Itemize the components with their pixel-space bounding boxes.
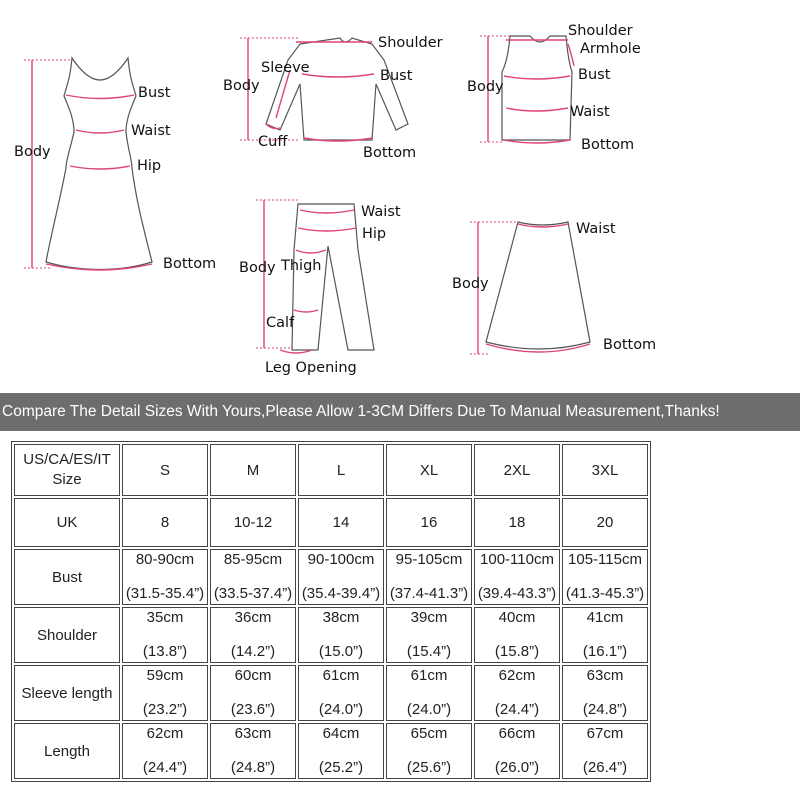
inch-value: (26.4”) (582, 759, 628, 776)
uk-size-cell: 20 (562, 498, 648, 547)
cm-value: 40cm (498, 609, 536, 626)
size-region-line1: US/CA/ES/IT (23, 451, 111, 468)
inch-value: (13.8”) (142, 643, 188, 660)
pants-leg-opening-label: Leg Opening (265, 360, 357, 376)
measurement-cell (474, 607, 560, 663)
top-diagram (223, 35, 443, 161)
top-sleeve-label: Sleeve (261, 60, 310, 76)
top-shoulder-label: Shoulder (378, 35, 443, 51)
table-row (14, 549, 648, 605)
cm-value: 63cm (234, 725, 272, 742)
inch-value: (25.6”) (406, 759, 452, 776)
cm-value: 36cm (234, 609, 272, 626)
inch-value: (33.5-37.4”) (213, 585, 293, 602)
cm-value: 65cm (410, 725, 448, 742)
vest-bust-label: Bust (578, 67, 611, 83)
table-row (14, 498, 648, 547)
measurement-cell (562, 549, 648, 605)
cm-value: 38cm (322, 609, 360, 626)
size-header-cell: L (298, 444, 384, 496)
uk-size-cell: 8 (122, 498, 208, 547)
size-region-line2: Size (52, 471, 82, 488)
vest-body-label: Body (467, 79, 504, 95)
inch-value: (24.8”) (230, 759, 276, 776)
cm-value: 62cm (498, 667, 536, 684)
measurement-cell (386, 665, 472, 721)
row-label: Sleeve length (14, 665, 120, 721)
dress-bottom-label: Bottom (163, 256, 217, 272)
pants-calf-label: Calf (266, 315, 295, 331)
inch-value: (25.2”) (318, 759, 364, 776)
cm-value: 62cm (146, 725, 184, 742)
measurement-cell (122, 549, 208, 605)
size-header-cell: XL (386, 444, 472, 496)
cm-value: 80-90cm (135, 551, 195, 568)
uk-size-cell: 14 (298, 498, 384, 547)
dress-body-label: Body (14, 144, 51, 160)
inch-value: (24.4”) (142, 759, 188, 776)
top-bottom-label: Bottom (363, 145, 417, 161)
cm-value: 61cm (410, 667, 448, 684)
row-label: Length (14, 723, 120, 779)
top-body-label: Body (223, 78, 260, 94)
inch-value: (23.2”) (142, 701, 188, 718)
measurement-cell (562, 607, 648, 663)
table-row (14, 723, 648, 779)
inch-value: (35.4-39.4”) (301, 585, 381, 602)
inch-value: (26.0”) (494, 759, 540, 776)
measurement-cell (298, 723, 384, 779)
skirt-body-label: Body (452, 276, 489, 292)
measurement-cell (122, 723, 208, 779)
dress-diagram (14, 58, 216, 272)
size-header-cell: M (210, 444, 296, 496)
top-cuff-label: Cuff (258, 134, 288, 150)
cm-value: 41cm (586, 609, 624, 626)
inch-value: (15.0”) (318, 643, 364, 660)
measurement-cell (386, 607, 472, 663)
top-bust-label: Bust (380, 68, 413, 84)
cm-value: 35cm (146, 609, 184, 626)
measurement-cell (562, 665, 648, 721)
cm-value: 60cm (234, 667, 272, 684)
measurement-cell (210, 549, 296, 605)
size-chart-table (11, 441, 651, 782)
garment-diagrams-svg (0, 0, 800, 392)
uk-size-cell: 18 (474, 498, 560, 547)
measurement-cell (122, 607, 208, 663)
table-row (14, 607, 648, 663)
inch-value: (24.0”) (318, 701, 364, 718)
dress-hip-label: Hip (137, 158, 162, 174)
measurement-diagrams (0, 0, 800, 392)
skirt-bottom-label: Bottom (603, 337, 657, 353)
measurement-cell (298, 549, 384, 605)
measurement-cell (474, 549, 560, 605)
inch-value: (15.4”) (406, 643, 452, 660)
measurement-cell (210, 665, 296, 721)
cm-value: 66cm (498, 725, 536, 742)
cm-value: 90-100cm (307, 551, 375, 568)
skirt-diagram (452, 221, 656, 354)
inch-value: (41.3-45.3”) (565, 585, 645, 602)
size-header-cell: 3XL (562, 444, 648, 496)
vest-diagram (467, 23, 641, 153)
vest-waist-label: Waist (570, 104, 610, 120)
row-label: Bust (14, 549, 120, 605)
table-row (14, 665, 648, 721)
size-header-cell: S (122, 444, 208, 496)
size-region-header (14, 444, 120, 496)
inch-value: (31.5-35.4”) (125, 585, 205, 602)
cm-value: 39cm (410, 609, 448, 626)
pants-diagram (239, 200, 401, 376)
cm-value: 61cm (322, 667, 360, 684)
vest-shoulder-label: Shoulder (568, 23, 633, 39)
measurement-cell (386, 723, 472, 779)
inch-value: (24.0”) (406, 701, 452, 718)
inch-value: (16.1”) (582, 643, 628, 660)
measurement-cell (386, 549, 472, 605)
inch-value: (14.2”) (230, 643, 276, 660)
cm-value: 59cm (146, 667, 184, 684)
cm-value: 63cm (586, 667, 624, 684)
measurement-cell (122, 665, 208, 721)
inch-value: (39.4-43.3”) (477, 585, 557, 602)
row-label: UK (14, 498, 120, 547)
cm-value: 100-110cm (480, 551, 554, 568)
inch-value: (37.4-41.3”) (389, 585, 469, 602)
dress-waist-label: Waist (131, 123, 171, 139)
pants-waist-label: Waist (361, 204, 401, 220)
vest-armhole-label: Armhole (580, 41, 641, 57)
pants-thigh-label: Thigh (281, 258, 322, 274)
cm-value: 95-105cm (395, 551, 463, 568)
measurement-cell (474, 723, 560, 779)
inch-value: (23.6”) (230, 701, 276, 718)
uk-size-cell: 10-12 (210, 498, 296, 547)
inch-value: (24.4”) (494, 701, 540, 718)
measurement-notice-banner: Compare The Detail Sizes With Yours,Please Allow 1-3CM Differs Due To Manual Measurement,Thanks! (0, 393, 800, 431)
pants-body-label: Body (239, 260, 276, 276)
measurement-cell (210, 607, 296, 663)
size-header-cell: 2XL (474, 444, 560, 496)
uk-size-cell: 16 (386, 498, 472, 547)
measurement-cell (562, 723, 648, 779)
inch-value: (24.8”) (582, 701, 628, 718)
cm-value: 67cm (586, 725, 624, 742)
table-header-row (14, 444, 648, 496)
dress-bust-label: Bust (138, 85, 171, 101)
vest-bottom-label: Bottom (581, 137, 635, 153)
inch-value: (15.8”) (494, 643, 540, 660)
measurement-cell (298, 607, 384, 663)
cm-value: 64cm (322, 725, 360, 742)
cm-value: 85-95cm (223, 551, 283, 568)
skirt-waist-label: Waist (576, 221, 616, 237)
cm-value: 105-115cm (568, 551, 642, 568)
row-label: Shoulder (14, 607, 120, 663)
measurement-cell (210, 723, 296, 779)
pants-hip-label: Hip (362, 226, 387, 242)
measurement-cell (474, 665, 560, 721)
measurement-cell (298, 665, 384, 721)
